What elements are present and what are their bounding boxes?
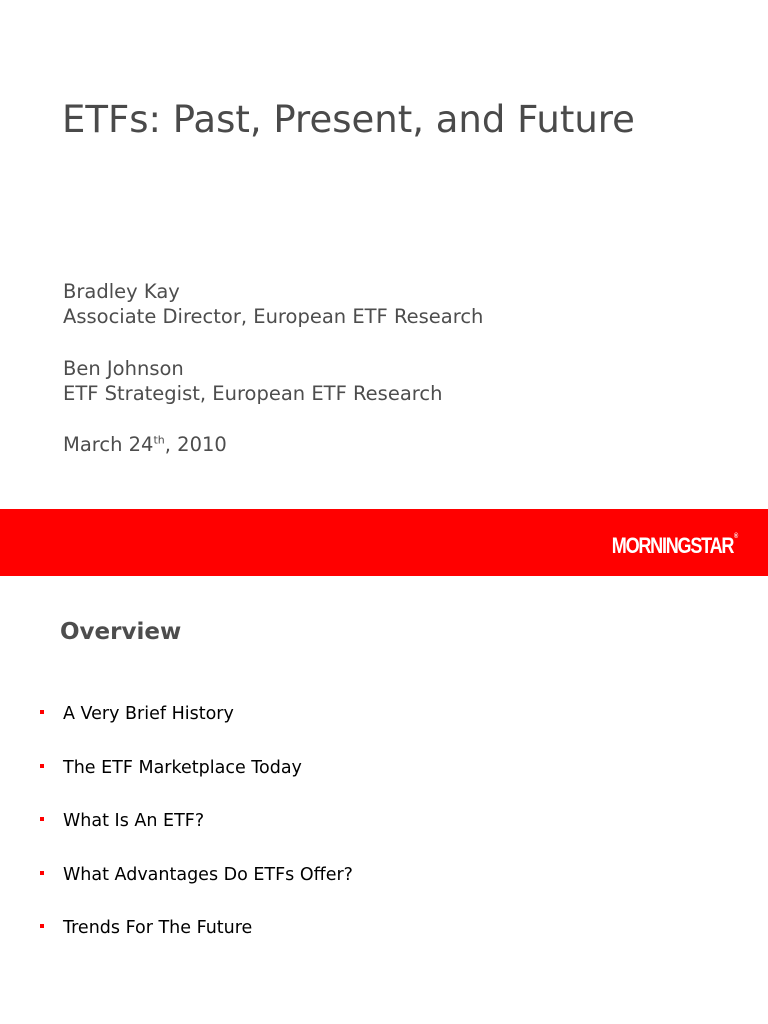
registered-mark: ® — [733, 533, 738, 540]
list-item-text: Trends For The Future — [63, 918, 253, 938]
morningstar-logo — [612, 533, 738, 559]
square-bullet-icon — [40, 817, 44, 821]
presenter-block — [63, 279, 483, 329]
presenter-role: ETF Strategist, European ETF Research — [63, 382, 443, 405]
logo-text: MORNINGSTAR — [611, 533, 733, 558]
overview-slide — [0, 576, 768, 1024]
presentation-date — [63, 432, 227, 457]
square-bullet-icon — [40, 871, 44, 875]
square-bullet-icon — [40, 764, 44, 768]
list-item — [40, 702, 353, 756]
date-prefix: March 24 — [63, 433, 154, 456]
list-item — [40, 916, 353, 970]
presentation-title: ETFs: Past, Present, and Future — [62, 98, 635, 141]
list-item-text: A Very Brief History — [63, 704, 234, 724]
overview-bullet-list — [40, 702, 353, 970]
date-year: , 2010 — [164, 433, 227, 456]
presenter-name: Ben Johnson — [63, 357, 184, 380]
brand-band — [0, 509, 768, 576]
presenter-block — [63, 356, 442, 406]
overview-title: Overview — [60, 619, 182, 645]
list-item-text: What Is An ETF? — [63, 811, 205, 831]
list-item — [40, 756, 353, 810]
list-item-text: The ETF Marketplace Today — [63, 757, 302, 778]
presenter-name: Bradley Kay — [63, 280, 180, 303]
list-item-text: What Advantages Do ETFs Offer? — [63, 864, 353, 885]
square-bullet-icon — [40, 924, 44, 928]
list-item — [40, 863, 353, 917]
date-ordinal-suffix: th — [153, 433, 165, 447]
list-item — [40, 809, 353, 863]
presenter-role: Associate Director, European ETF Research — [63, 305, 484, 328]
square-bullet-icon — [40, 710, 44, 714]
